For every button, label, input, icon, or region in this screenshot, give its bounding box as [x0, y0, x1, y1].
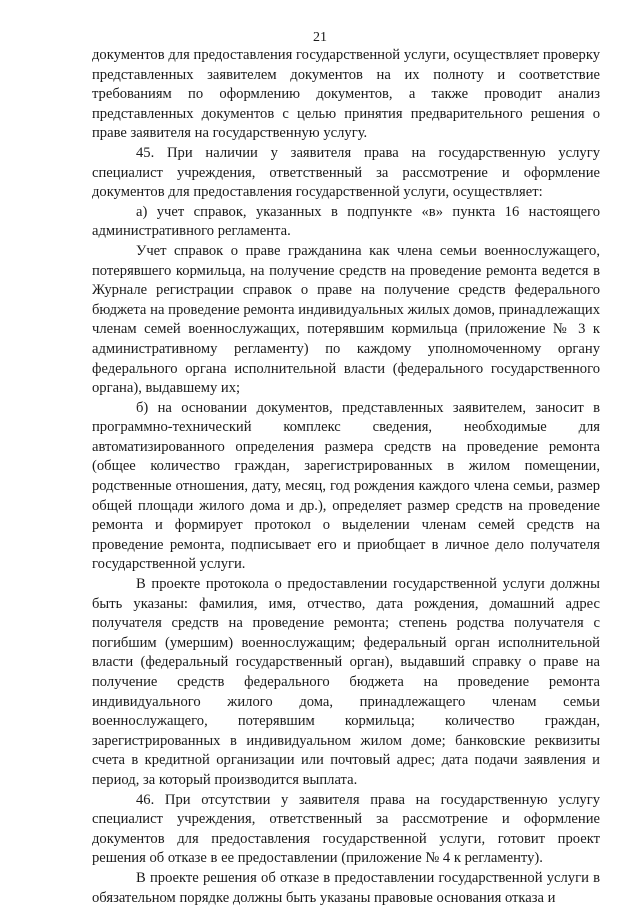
document-body [92, 46, 600, 908]
paragraph-certificate-accounting: Учет справок о праве гражданина как члена семьи военнослужащего, потерявшего кормильца, на получение средств на проведение ремонта ведется в Журнале регистрации справок о праве на получение средств федерального бюджета на проведение ремонта индивидуальных жилых домов, принадлежащих членам семей военнослужащих, потерявшим кормильца (приложение № 3 к административному регламенту) по каждому уполномоченному органу федерального органа исполнительной власти (федерального государственного органа), выдавшему их; [92, 242, 600, 397]
paragraph-subitem-a: а) учет справок, указанных в подпункте «в» пункта 16 настоящего административного регламента. [92, 203, 600, 240]
paragraph-subitem-b: б) на основании документов, представленных заявителем, заносит в программно-технический комплекс сведения, необходимые для автоматизированного определения размера средств на проведение ремонта (общее количество граждан, зарегистрированных в жилом помещении, родственные отношения, дату, месяц, год рождения каждого члена семьи, размер общей площади жилого дома и др.), определяет размер средств на проведение ремонта и формирует протокол о выделении членам семей средств на проведение ремонта, подписывает его и приобщает в личное дело получателя государственной услуги. [92, 399, 600, 573]
paragraph-protocol-draft: В проекте протокола о предоставлении государственной услуги должны быть указаны: фамилия, имя, отчество, дата рождения, домашний адрес получателя средств на проведение ремонта; степень родства получателя с погибшим (умершим) военнослужащим; федеральный орган исполнительной власти (федеральный государственный орган), выдавший справку о праве на получение средств федерального бюджета на проведение ремонта индивидуального жилого дома, принадлежащего членам семьи военнослужащего, потерявшим кормильца; количество граждан, зарегистрированных в индивидуальном жилом доме; банковские реквизиты счета в кредитной организации или почтовый адрес; дата подачи заявления и период, за который производится выплата. [92, 576, 600, 788]
paragraph-continuation: документов для предоставления государственной услуги, осуществляет проверку представленных заявителем документов на их полноту и соответствие требованиям по оформлению документов, а также проводит анализ представленных документов с целью принятия предварительного решения о праве заявителя на государственную услугу. [92, 47, 600, 142]
paragraph-refusal-draft: В проекте решения об отказе в предоставлении государственной услуги в обязательном порядке должны быть указаны правовые основания отказа и [92, 869, 600, 906]
paragraph-item-45: 45. При наличии у заявителя права на государственную услугу специалист учреждения, ответственный за рассмотрение и оформление документов для предоставления государственной услуги, осуществляет: [92, 144, 600, 201]
paragraph-item-46: 46. При отсутствии у заявителя права на государственную услугу специалист учреждения, ответственный за рассмотрение и оформление документов для предоставления государственной услуги, готовит проект решения об отказе в ее предоставлении (приложение № 4 к регламенту). [92, 791, 600, 867]
page-number: 21 [313, 30, 327, 45]
